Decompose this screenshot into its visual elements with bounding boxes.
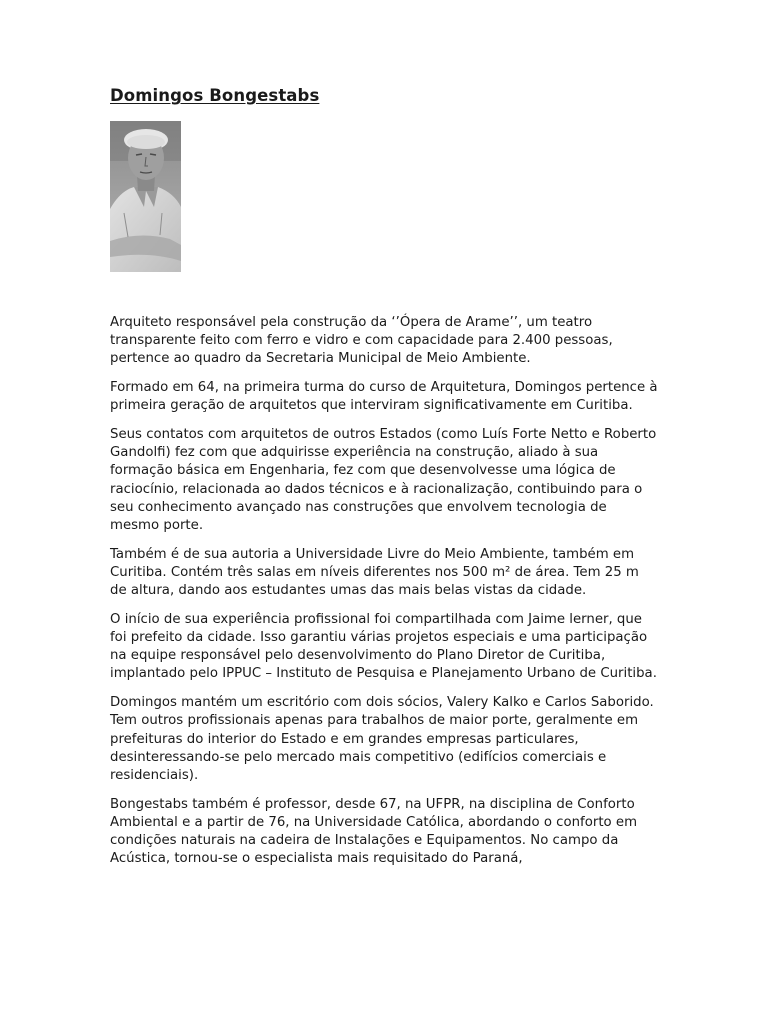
paragraph: Domingos mantém um escritório com dois sócios, Valery Kalko e Carlos Saborido. Tem outros profissionais apenas para trabalhos de maior porte, geralmente em prefeituras do interior do Estado e em grandes empresas particulares, desinteressando-se pelo mercado mais competitivo (edifícios comerciais e residenciais).	[110, 695, 654, 783]
paragraph: Arquiteto responsável pela construção da ‘’Ópera de Arame’’, um teatro transparente feito com ferro e vidro e com capacidade para 2.400 pessoas, pertence ao quadro da Secretaria Municipal de Meio Ambiente.	[110, 315, 613, 367]
paragraph: Seus contatos com arquitetos de outros Estados (como Luís Forte Netto e Roberto Gandolfi) fez com que adquirisse experiência na construção, aliado à sua formação básica em Engenharia, fez com que desenvolvesse uma lógica de raciocínio, relacionada ao dados técnicos e à racionalização, contibuindo para o seu conhecimento avançado nas construções que envolvem tecnologia de mesmo porte.	[110, 427, 657, 534]
document-title: Domingos Bongestabs	[110, 86, 320, 105]
portrait-photo	[110, 121, 181, 272]
paragraph: O início de sua experiência profissional foi compartilhada com Jaime lerner, que foi prefeito da cidade. Isso garantiu várias projetos especiais e uma participação na equipe responsável pelo desenvolvimento do Plano Diretor de Curitiba, implantado pelo IPPUC – Instituto de Pesquisa e Planejamento Urbano de Curitiba.	[110, 611, 657, 682]
paragraph: Também é de sua autoria a Universidade Livre do Meio Ambiente, também em Curitiba. Contém três salas em níveis diferentes nos 500 m² de área. Tem 25 m de altura, dando aos estudantes umas das mais belas vistas da cidade.	[110, 546, 639, 599]
document-body	[110, 314, 658, 879]
paragraph: Formado em 64, na primeira turma do curso de Arquitetura, Domingos pertence à primeira geração de arquitetos que interviram significativamente em Curitiba.	[110, 380, 658, 414]
paragraph: Bongestabs também é professor, desde 67, na UFPR, na disciplina de Conforto Ambiental e a partir de 76, na Universidade Católica, abordando o conforto em condições naturais na cadeira de Instalações e Equipamentos. No campo da Acústica, tornou-se o especialista mais requisitado do Paraná,	[110, 796, 638, 867]
